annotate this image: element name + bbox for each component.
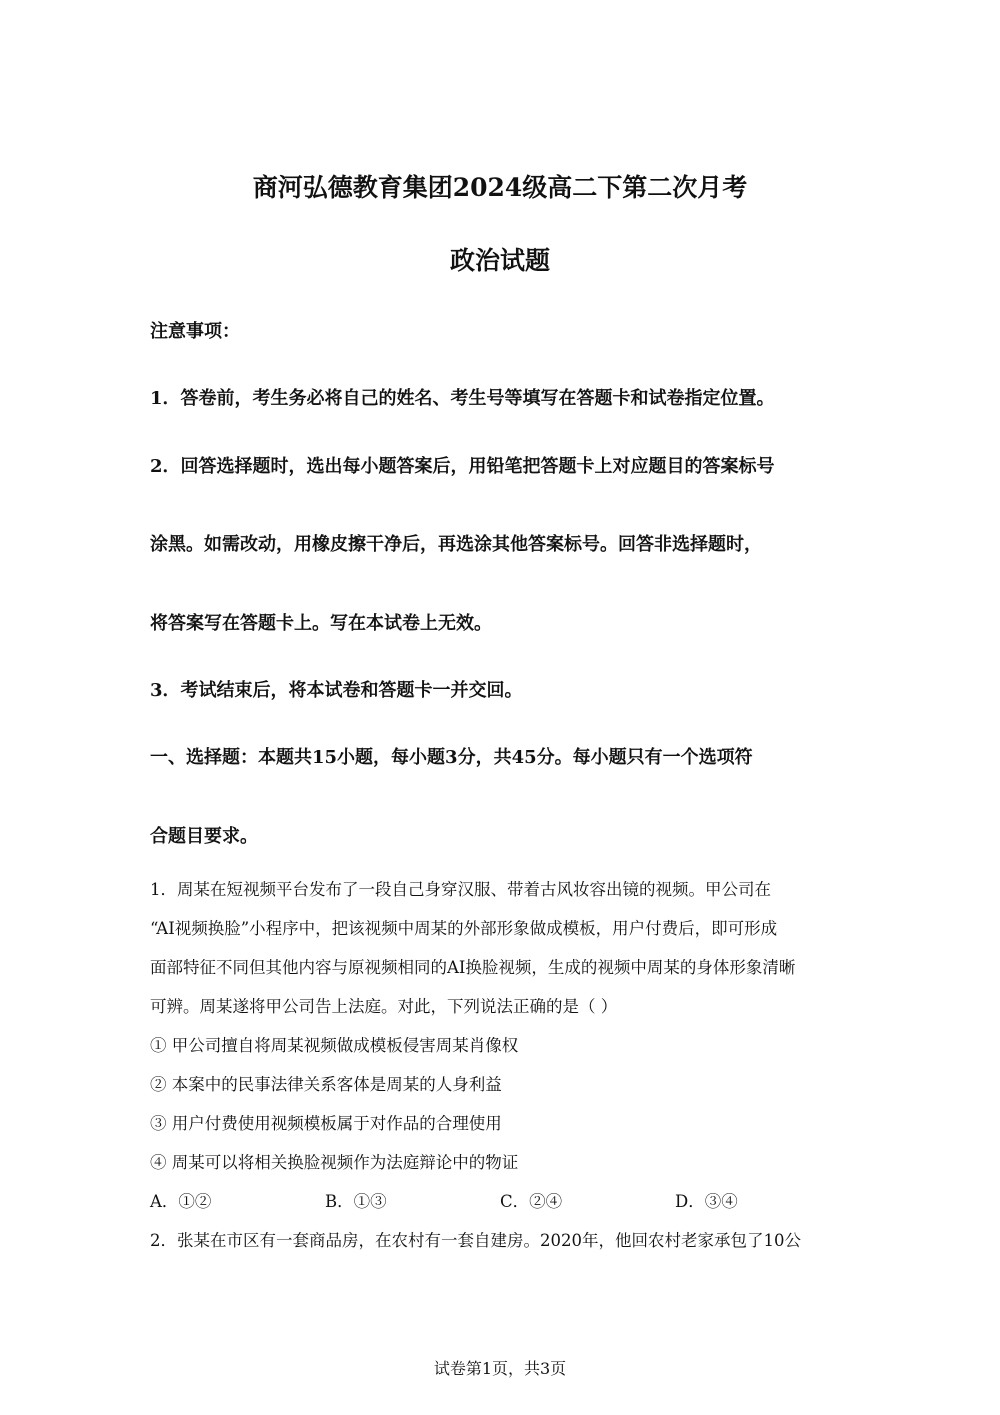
question-statement: ② 本案中的民事法律关系客体是周某的人身利益 — [150, 1075, 502, 1094]
notice-line: 1．答卷前，考生务必将自己的姓名、考生号等填写在答题卡和试卷指定位置。 — [150, 388, 775, 409]
notice-heading: 注意事项： — [150, 321, 240, 342]
option-a: A．①② — [150, 1192, 212, 1211]
section-heading: 合题目要求。 — [150, 826, 258, 847]
question-statement: ④ 周某可以将相关换脸视频作为法庭辩论中的物证 — [150, 1153, 519, 1172]
exam-subtitle: 政治试题 — [449, 246, 550, 275]
page-footer: 试卷第1页，共3页 — [433, 1359, 567, 1378]
notice-line: 2．回答选择题时，选出每小题答案后，用铅笔把答题卡上对应题目的答案标号 — [150, 456, 775, 477]
section-heading: 一、选择题：本题共15小题，每小题3分，共45分。每小题只有一个选项符 — [150, 747, 753, 768]
exam-title: 商河弘德教育集团2024级高二下第二次月考 — [252, 173, 748, 202]
question-stem: “AI视频换脸”小程序中，把该视频中周某的外部形象做成模板，用户付费后，即可形成 — [150, 919, 778, 938]
question-stem: 可辨。周某遂将甲公司告上法庭。对此，下列说法正确的是（ ） — [150, 997, 618, 1016]
question-stem: 面部特征不同但其他内容与原视频相同的AI换脸视频，生成的视频中周某的身体形象清晰 — [150, 958, 796, 977]
question-stem: 2．张某在市区有一套商品房，在农村有一套自建房。2020年，他回农村老家承包了10公 — [150, 1231, 801, 1250]
option-d: D．③④ — [675, 1192, 738, 1211]
question-stem: 1．周某在短视频平台发布了一段自己身穿汉服、带着古风妆容出镜的视频。甲公司在 — [150, 880, 771, 899]
option-b: B．①③ — [325, 1192, 387, 1211]
question-statement: ③ 用户付费使用视频模板属于对作品的合理使用 — [150, 1114, 502, 1133]
option-c: C．②④ — [500, 1192, 563, 1211]
notice-line: 将答案写在答题卡上。写在本试卷上无效。 — [150, 613, 492, 634]
question-statement: ① 甲公司擅自将周某视频做成模板侵害周某肖像权 — [150, 1036, 519, 1055]
notice-line: 涂黑。如需改动，用橡皮擦干净后，再选涂其他答案标号。回答非选择题时， — [150, 534, 762, 555]
notice-line: 3．考试结束后，将本试卷和答题卡一并交回。 — [150, 680, 523, 701]
